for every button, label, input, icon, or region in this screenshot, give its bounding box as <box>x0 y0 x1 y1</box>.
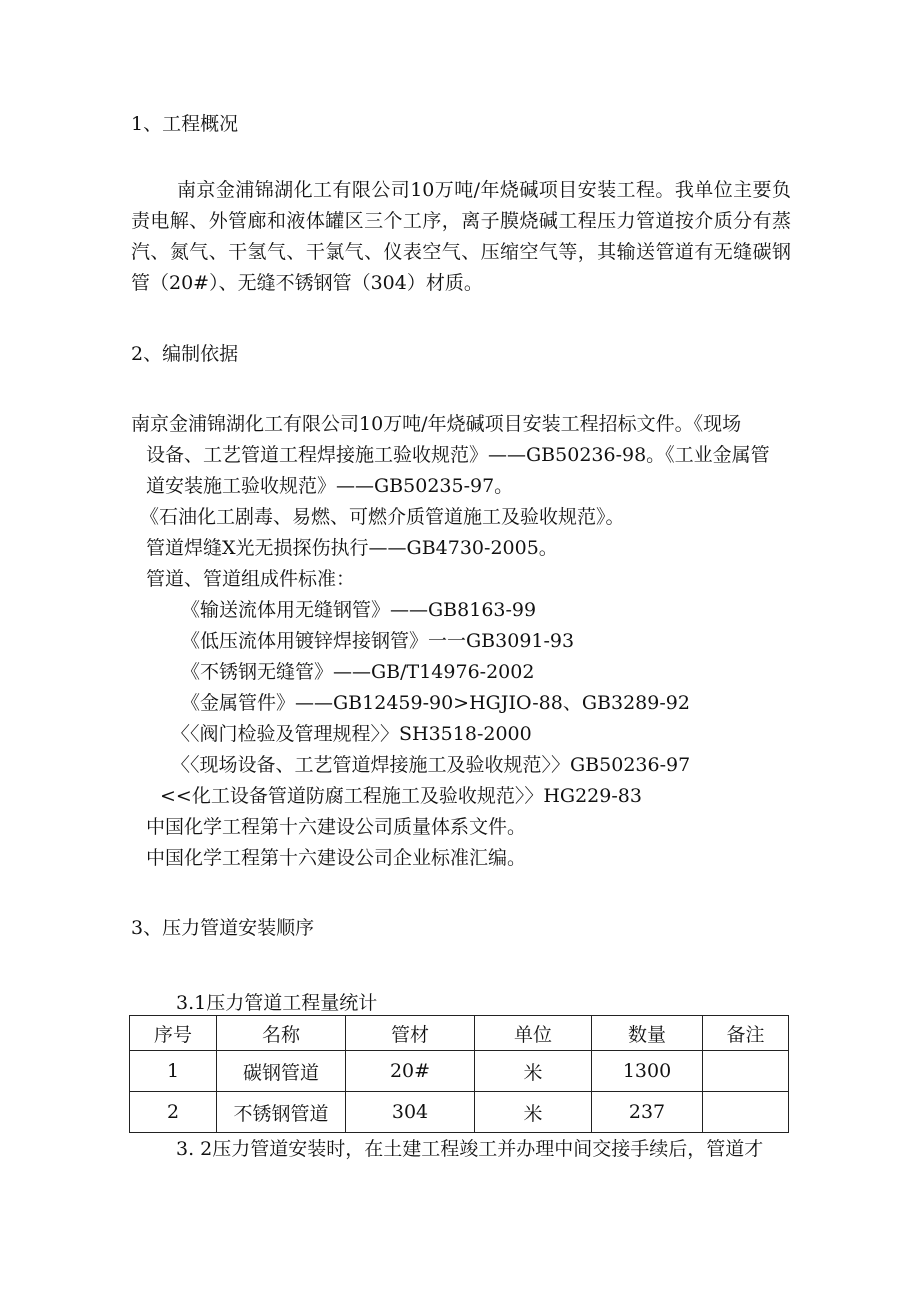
table-cell: 碳钢管道 <box>217 1051 346 1092</box>
table-cell <box>703 1051 789 1092</box>
column-header: 单位 <box>475 1016 592 1051</box>
reference-line: 管道、管道组成件标准： <box>146 568 356 590</box>
column-header: 名称 <box>217 1016 346 1051</box>
column-header: 数量 <box>592 1016 703 1051</box>
table-cell: 1300 <box>592 1051 703 1092</box>
reference-line: 道安装施工验收规范》——GB50235-97。 <box>146 475 514 497</box>
section-3-heading: 3、压力管道安装顺序 <box>131 917 315 939</box>
table-cell: 米 <box>475 1092 592 1133</box>
reference-line: 《石油化工剧毒、易燃、可燃介质管道施工及验收规范》。 <box>140 506 625 528</box>
table-cell <box>703 1092 789 1133</box>
section-1-heading: 1、工程概况 <box>131 113 239 135</box>
table-cell: 1 <box>130 1051 217 1092</box>
table-cell: 304 <box>346 1092 475 1133</box>
section-1-paragraph: 南京金浦锦湖化工有限公司10万吨/年烧碱项目安装工程。我单位主要负责电解、外管廊和液体罐区三个工序，离子膜烧碱工程压力管道按介质分有蒸汽、氮气、干氢气、干氯气、仪表空气、压缩空气等，其输送管道有无缝碳钢管（20#）、无缝不锈钢管（304）材质。 <box>131 179 791 294</box>
table-cell: 米 <box>475 1051 592 1092</box>
reference-line: 中国化学工程第十六建设公司企业标准汇编。 <box>146 847 527 869</box>
column-header: 备注 <box>703 1016 789 1051</box>
reference-line: <<化工设备管道防腐工程施工及验收规范〉〉HG229-83 <box>160 785 642 807</box>
table-row <box>130 1051 789 1092</box>
column-header: 序号 <box>130 1016 217 1051</box>
table-cell: 2 <box>130 1092 217 1133</box>
table-row <box>130 1092 789 1133</box>
reference-line: 南京金浦锦湖化工有限公司10万吨/年烧碱项目安装工程招标文件。《现场 <box>131 413 742 435</box>
table-caption: 3.1压力管道工程量统计 <box>176 992 378 1014</box>
reference-line: 〈〈阀门检验及管理规程〉〉SH3518-2000 <box>171 723 532 745</box>
reference-line: 《低压流体用镀锌焊接钢管》一一GB3091-93 <box>181 630 575 652</box>
column-header: 管材 <box>346 1016 475 1051</box>
reference-line: 〈〈现场设备、工艺管道焊接施工及验收规范〉〉GB50236-97 <box>171 754 691 776</box>
table-cell: 20# <box>346 1051 475 1092</box>
section-3-2-paragraph: 3. 2压力管道安装时，在土建工程竣工并办理中间交接手续后，管道才 <box>176 1138 764 1160</box>
reference-line: 管道焊缝X光无损探伤执行——GB4730-2005。 <box>146 537 558 559</box>
reference-line: 《金属管件》——GB12459-90>HGJIO-88、GB3289-92 <box>181 692 690 714</box>
reference-line: 中国化学工程第十六建设公司质量体系文件。 <box>146 816 527 838</box>
table-cell: 237 <box>592 1092 703 1133</box>
table-header-row <box>130 1016 789 1051</box>
reference-line: 《不锈钢无缝管》——GB/T14976-2002 <box>181 661 535 683</box>
reference-line: 《输送流体用无缝钢管》——GB8163-99 <box>181 599 537 621</box>
reference-line: 设备、工艺管道工程焊接施工验收规范》——GB50236-98。《工业金属管 <box>146 444 770 466</box>
quantity-table <box>129 1015 789 1133</box>
table-cell: 不锈钢管道 <box>217 1092 346 1133</box>
section-2-heading: 2、编制依据 <box>131 343 239 365</box>
